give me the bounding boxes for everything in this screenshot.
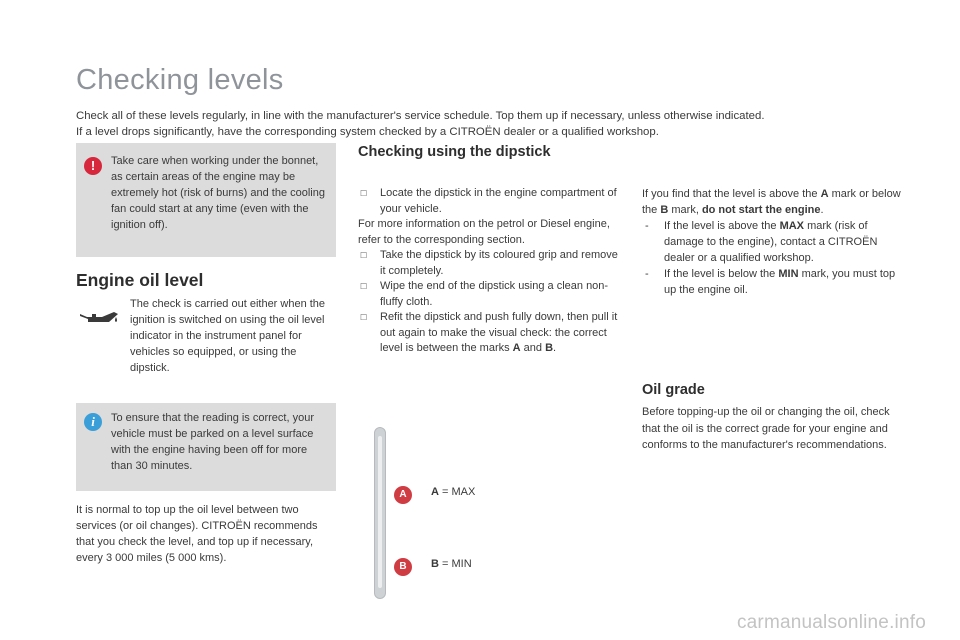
intro-part-2: mark or below the <box>642 188 901 216</box>
dipstick-step-1: ☐ Locate the dipstick in the engine compartment of your vehicle. <box>358 186 620 217</box>
max-label: MAX <box>779 220 805 232</box>
max-legend-text: = MAX <box>438 486 476 498</box>
intro-mark-b: B <box>660 204 669 216</box>
do-not-start-warning: do not start the engine <box>701 204 821 216</box>
dipstick-step-3: ☐ Wipe the end of the dipstick using a clean non-fluffy cloth. <box>358 279 620 310</box>
intro-part-3: mark, <box>668 204 702 216</box>
dipstick-illustration <box>374 427 386 599</box>
info-icon: i <box>84 413 102 431</box>
item-min-part-2: mark, you must top up the engine oil. <box>664 268 896 296</box>
item-min-part-1: If the level is below the <box>664 268 779 280</box>
mark-b-ref: B <box>545 342 554 354</box>
oil-grade-heading: Oil grade <box>642 382 705 398</box>
intro-mark-a: A <box>820 188 829 200</box>
level-check-section <box>642 186 904 298</box>
dipstick-mark-a: A <box>394 486 412 504</box>
warning-exclamation-icon: ! <box>84 157 102 175</box>
dipstick-heading: Checking using the dipstick <box>358 144 551 160</box>
min-legend-text: = MIN <box>438 558 472 570</box>
info-box <box>76 403 336 491</box>
intro-text <box>76 108 936 140</box>
max-legend <box>431 486 475 498</box>
min-legend-letter: B <box>431 558 439 570</box>
intro-line-2: If a level drops significantly, have the corresponding system checked by a CITROËN dealer or a qualified workshop. <box>76 126 659 138</box>
dipstick-note: For more information on the petrol or Diesel engine, refer to the corresponding section. <box>358 218 610 246</box>
item-max-part-2: mark (risk of damage to the engine), contact a CITROËN dealer or a qualified workshop. <box>664 220 878 264</box>
page-title: Checking levels <box>76 64 284 96</box>
intro-part-4: . <box>820 204 824 216</box>
top-up-text: It is normal to top up the oil level between two services (or oil changes). CITROËN recommends that you check the level, and top up if necessary, every 3 000 miles (5 000 kms). <box>76 504 318 564</box>
dipstick-step-2: ☐ Take the dipstick by its coloured grip and remove it completely. <box>358 248 620 279</box>
intro-line-1: Check all of these levels regularly, in line with the manufacturer's service schedule. Top them up if necessary, unless otherwise indicated. <box>76 110 765 122</box>
watermark: carmanualsonline.info <box>736 612 926 633</box>
min-legend <box>431 558 472 570</box>
dipstick-mark-b: B <box>394 558 412 576</box>
dipstick-step-4 <box>358 310 620 357</box>
dipstick-inner <box>378 436 382 588</box>
dipstick-instructions <box>358 186 620 357</box>
level-item-max <box>642 218 904 266</box>
level-item-min <box>642 266 904 298</box>
period-text: . <box>553 342 557 354</box>
item-max-part-1: If the level is above the <box>664 220 780 232</box>
warning-text: Take care when working under the bonnet, as certain areas of the engine may be extremely hot (risk of burns) and the cooling fan could start at any time (even with the ignition off). <box>111 155 325 231</box>
oil-can-icon <box>78 308 120 326</box>
and-text: and <box>520 342 546 354</box>
engine-oil-text: The check is carried out either when the ignition is switched on using the oil level indicator in the instrument panel for vehicles so equipped, or using the dipstick. <box>130 298 326 374</box>
level-check-intro <box>642 186 904 218</box>
oil-grade-text: Before topping-up the oil or changing the oil, check that the oil is the correct grade for your engine and conforms to the manufacturer's recommendations. <box>642 406 890 451</box>
info-text: To ensure that the reading is correct, your vehicle must be parked on a level surface with the engine having been off for more than 30 minutes. <box>111 412 314 472</box>
mark-a-ref: A <box>512 342 521 354</box>
intro-part-1: If you find that the level is above the <box>642 188 821 200</box>
engine-oil-heading: Engine oil level <box>76 270 204 290</box>
warning-box <box>76 143 336 257</box>
min-label: MIN <box>778 268 799 280</box>
dipstick-step-4-text: Refit the dipstick and push fully down, then pull it out again to make the visual check: the correct level is between the marks <box>380 311 618 354</box>
max-legend-letter: A <box>431 486 439 498</box>
